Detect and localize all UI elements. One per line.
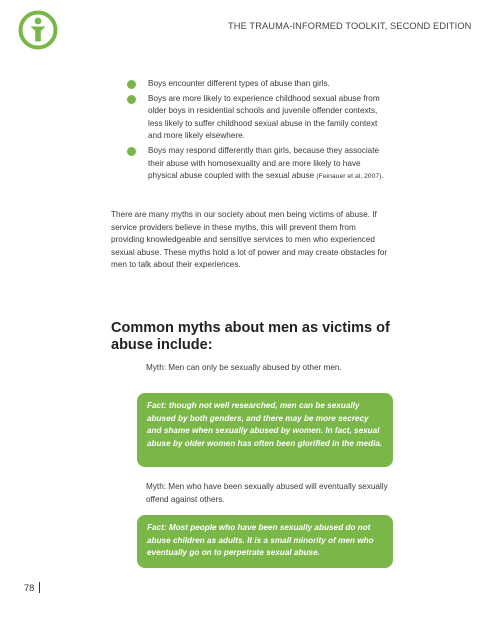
- bullet-text: Boys may respond differently than girls, because they associate their abuse with homosexuality and are more likely to have physical abuse coupled with the sexual abuse: [148, 145, 380, 181]
- fact-box: [137, 393, 393, 467]
- myth-statement: Myth: Men can only be sexually abused by other men.: [146, 363, 342, 372]
- fact-box: [137, 515, 393, 568]
- myth-statement: Myth: Men who have been sexually abused will eventually sexually offend against others.: [146, 482, 388, 504]
- bullet-dot-icon: [127, 147, 136, 156]
- running-header: THE TRAUMA-INFORMED TOOLKIT, SECOND EDITION: [228, 21, 472, 31]
- page-number-divider: [39, 582, 40, 593]
- bullet-text: Boys are more likely to experience childhood sexual abuse from older boys in residential schools and juvenile offender contexts, less likely to suffer childhood sexual abuse in the family context and more likely elsewhere.: [148, 93, 380, 141]
- fact-text: Fact: Most people who have been sexually abused do not abuse children as adults. It is a small minority of men who eventually go on to perpetrate sexual abuse.: [147, 523, 374, 558]
- bullet-text: Boys encounter different types of abuse than girls.: [148, 79, 330, 88]
- bullet-dot-icon: [127, 95, 136, 104]
- intro-paragraph: There are many myths in our society about men being victims of abuse. If service providers believe in these myths, this will prevent them from providing knowledgeable and sensitive services to men who experienced sexual abuse. These myths hold a lot of power and may create obstacles for men to talk about their experiences.: [111, 210, 388, 270]
- citation: (Feinauer et al, 2007): [316, 173, 382, 181]
- bullet-list: [134, 78, 384, 186]
- fact-text: Fact: though not well researched, men can be sexually abused by both genders, and there may be more secrecy and shame when sexually abused by women. In fact, sexual abuse by older women has often been glorified in the media.: [147, 401, 383, 448]
- bullet-item: [134, 145, 384, 184]
- bullet-end-punct: .: [381, 171, 384, 181]
- bullet-item: [134, 93, 384, 143]
- section-heading: Common myths about men as victims of abuse include:: [111, 320, 390, 353]
- bullet-dot-icon: [127, 80, 136, 89]
- bullet-item: [134, 78, 384, 91]
- info-person-logo-icon: [18, 10, 58, 50]
- page-number: 78: [24, 583, 35, 593]
